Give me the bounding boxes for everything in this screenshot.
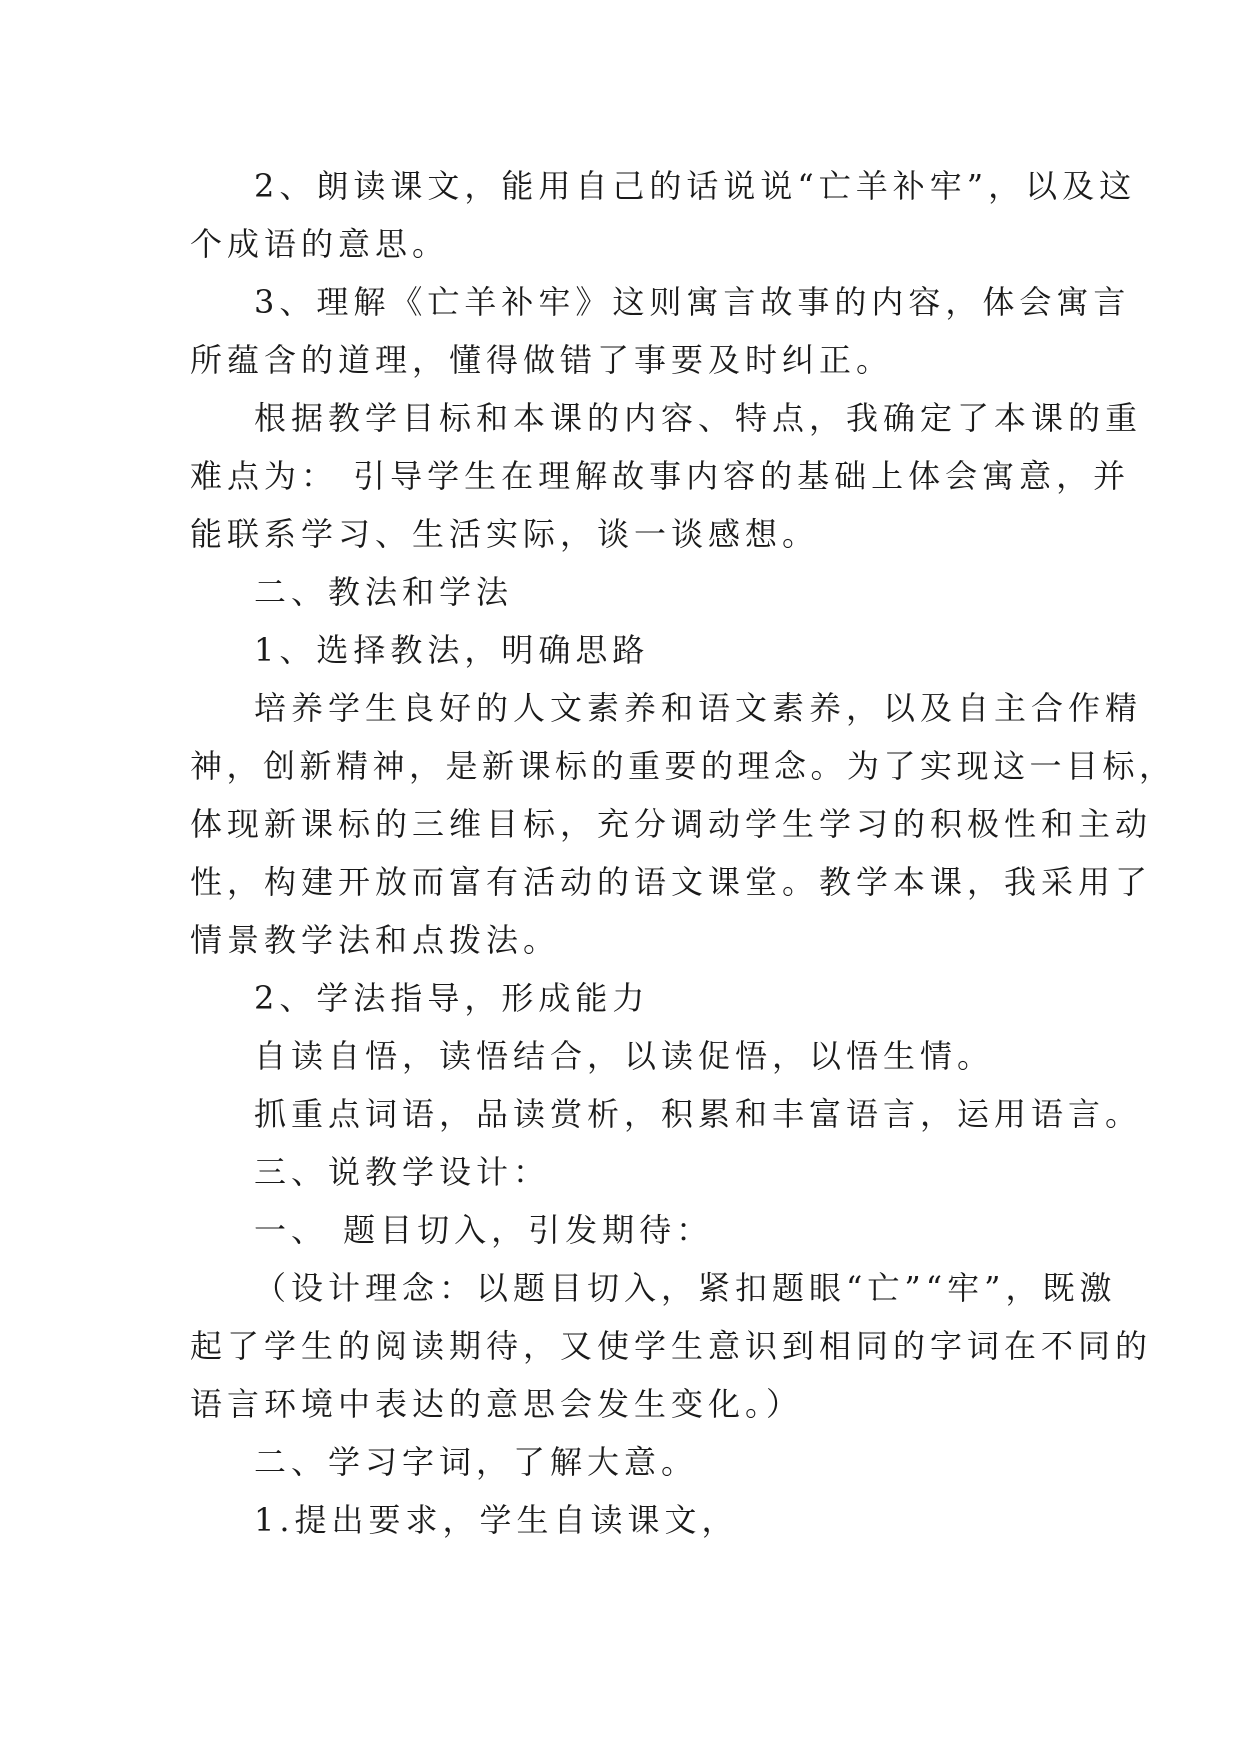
text-line: 个成语的意思。 xyxy=(190,225,450,263)
text-line: 能联系学习、生活实际，谈一谈感想。 xyxy=(190,515,820,553)
text-line: （设计理念：以题目切入，紧扣题眼“亡”“牢”，既激 xyxy=(254,1269,1117,1307)
subsection-heading: 一、 题目切入，引发期待： xyxy=(254,1211,714,1249)
text-line: 3、理解《亡羊补牢》这则寓言故事的内容，体会寓言 xyxy=(254,283,1131,321)
text-line: 语言环境中表达的意思会发生变化。） xyxy=(190,1385,804,1423)
text-line: 2、朗读课文，能用自己的话说说“亡羊补牢”，以及这 xyxy=(254,167,1137,205)
text-line: 抓重点词语，品读赏析，积累和丰富语言，运用语言。 xyxy=(254,1095,1143,1133)
text-line: 情景教学法和点拨法。 xyxy=(190,921,561,959)
text-line: 自读自悟，读悟结合，以读促悟，以悟生情。 xyxy=(254,1037,995,1075)
subsection-heading: 二、学习字词，了解大意。 xyxy=(254,1443,699,1481)
text-line: 1.提出要求，学生自读课文， xyxy=(254,1501,739,1539)
text-line: 所蕴含的道理，懂得做错了事要及时纠正。 xyxy=(190,341,894,379)
text-line: 起了学生的阅读期待，又使学生意识到相同的字词在不同的 xyxy=(190,1327,1153,1365)
section-heading: 二、教法和学法 xyxy=(254,573,514,611)
subsection-heading: 2、学法指导，形成能力 xyxy=(254,979,650,1017)
section-heading: 三、说教学设计： xyxy=(254,1153,551,1191)
text-line: 根据教学目标和本课的内容、特点，我确定了本课的重 xyxy=(254,399,1143,437)
text-line: 性，构建开放而富有活动的语文课堂。教学本课，我采用了 xyxy=(190,863,1153,901)
text-line: 体现新课标的三维目标，充分调动学生学习的积极性和主动 xyxy=(190,805,1153,843)
text-line: 难点为： 引导学生在理解故事内容的基础上体会寓意，并 xyxy=(190,457,1131,495)
subsection-heading: 1、选择教法，明确思路 xyxy=(254,631,650,669)
text-line: 神，创新精神，是新课标的重要的理念。为了实现这一目标， xyxy=(190,747,1176,785)
text-line: 培养学生良好的人文素养和语文素养，以及自主合作精 xyxy=(254,689,1143,727)
